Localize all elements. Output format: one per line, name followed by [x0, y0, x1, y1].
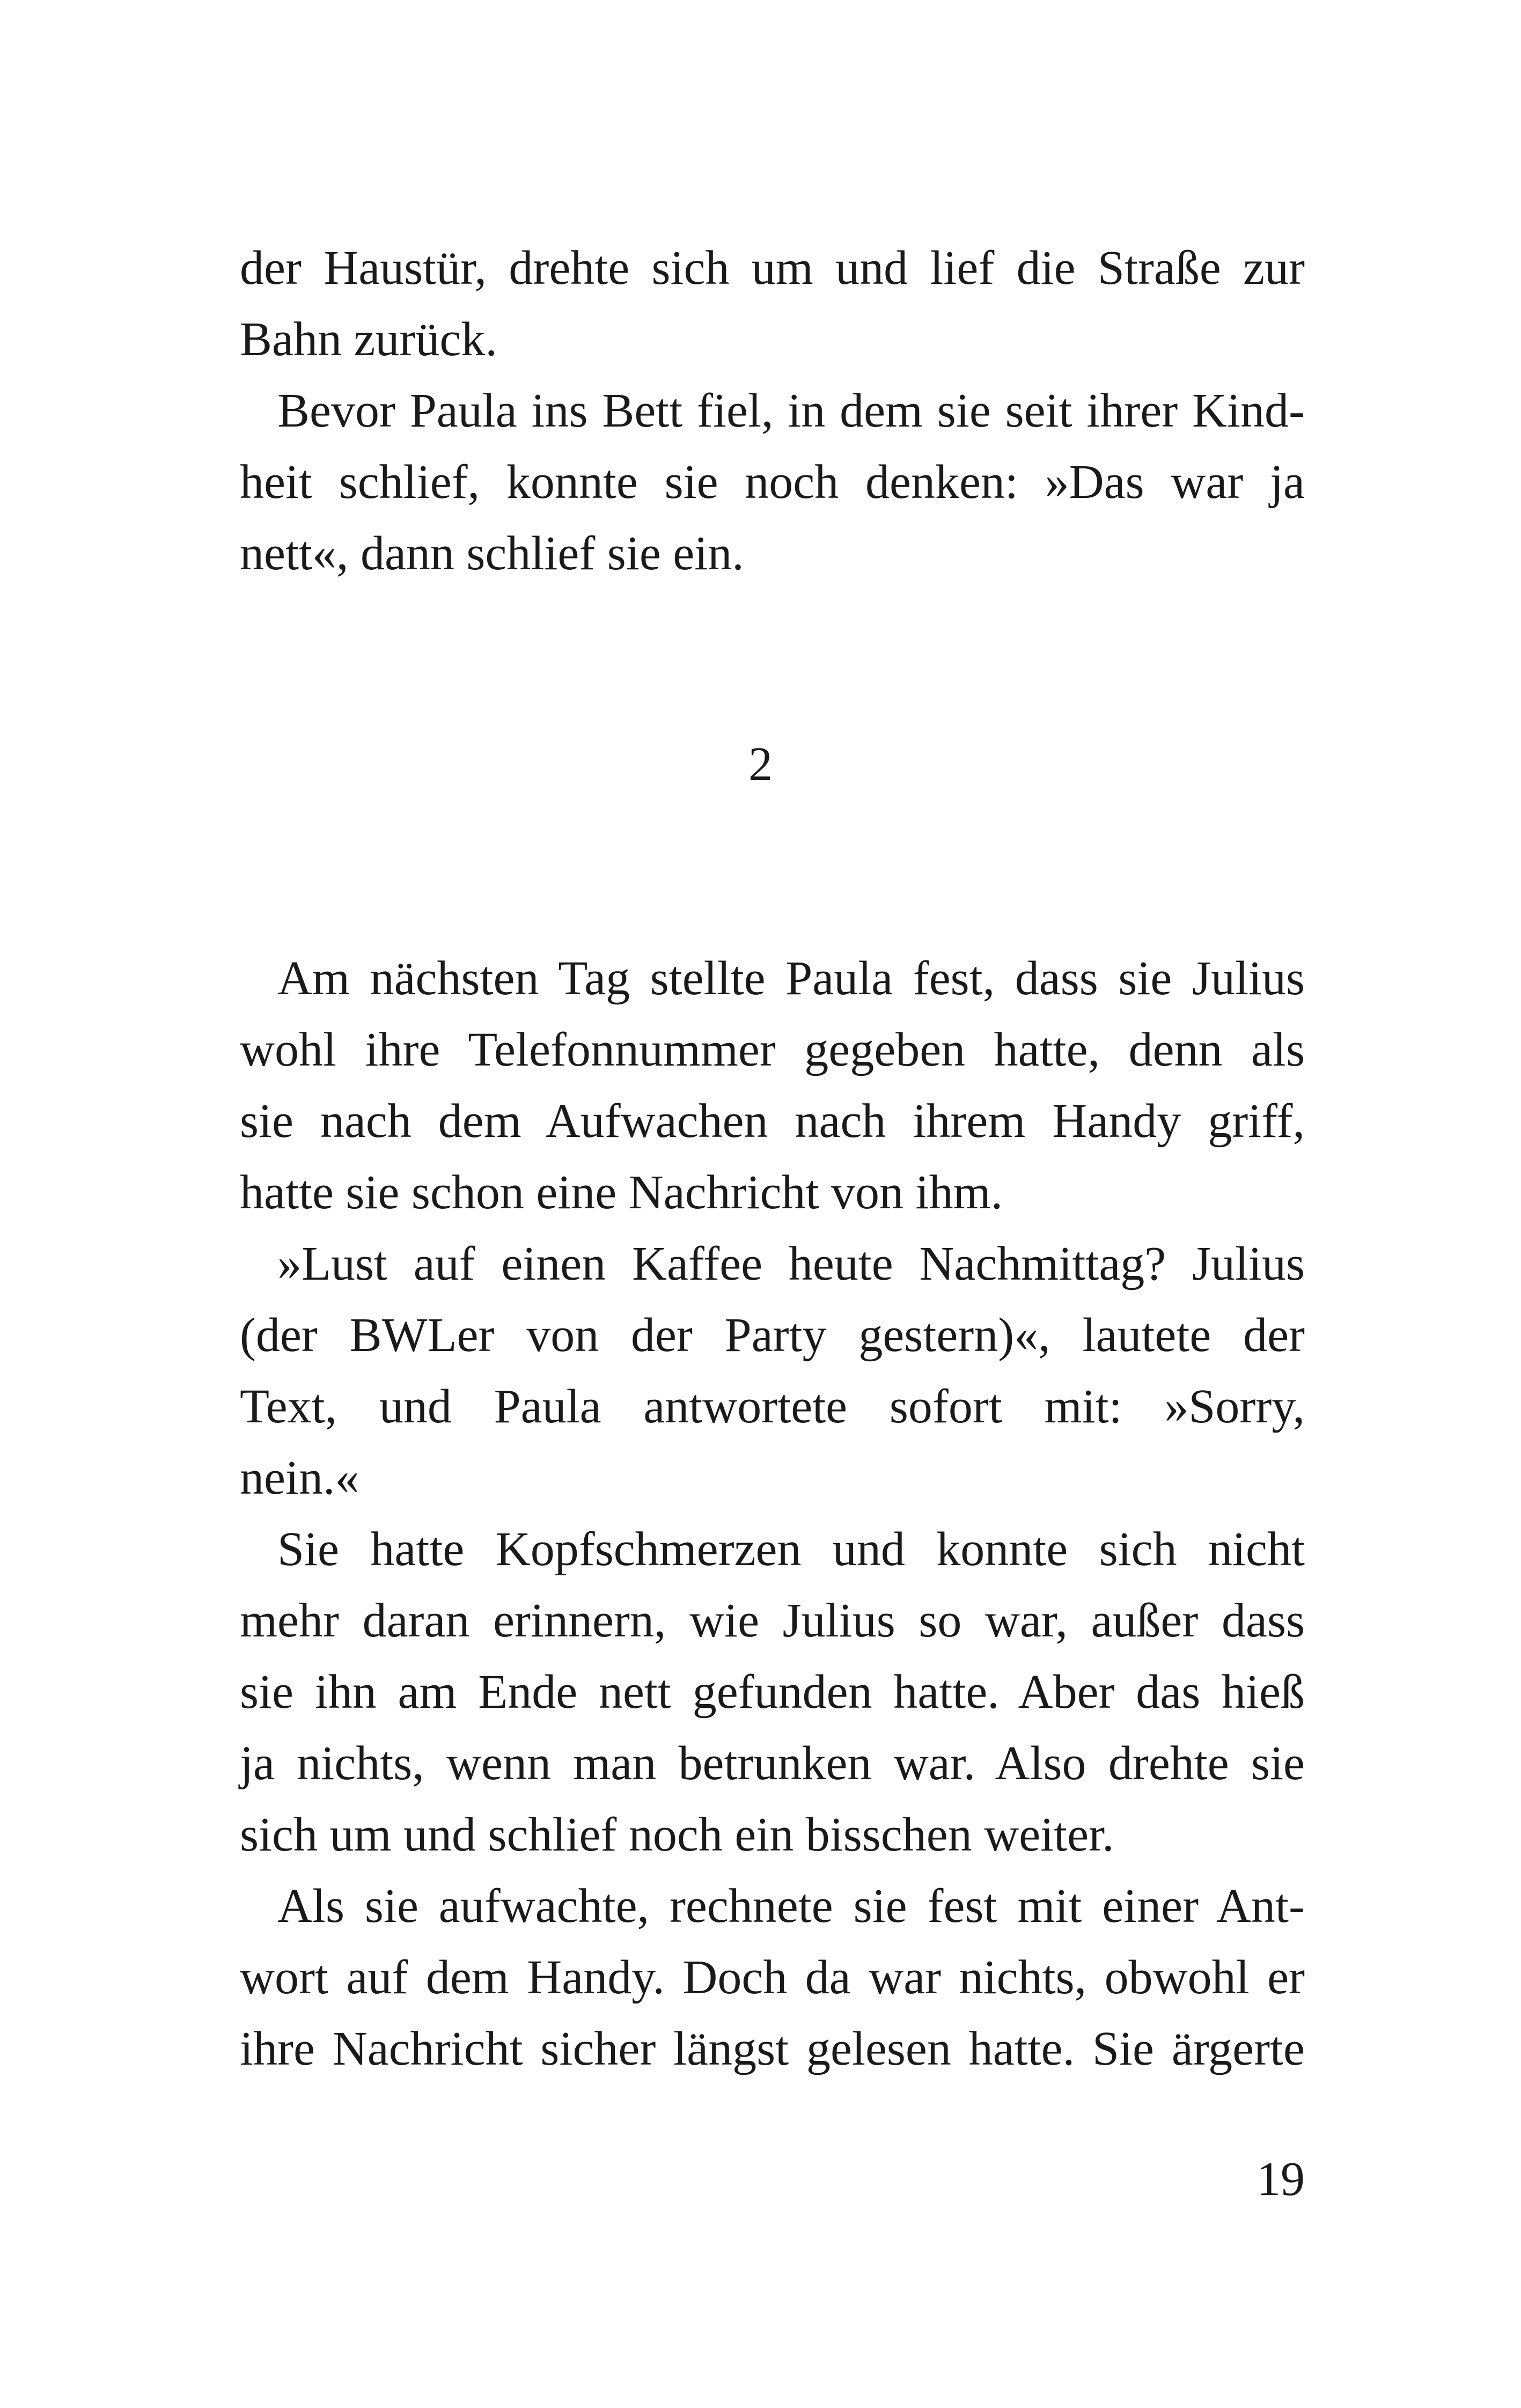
page-number: 19 [1257, 2153, 1305, 2206]
text-line: Bahn zurück. [240, 313, 497, 366]
text-line: wort auf dem Handy. Doch da war nichts, obwohl er [240, 1951, 1305, 2004]
text-line: ja nichts, wenn man betrunken war. Also drehte sie [240, 1737, 1305, 1790]
text-line: der Haustür, drehte sich um und lief die Straße zur [240, 241, 1305, 295]
text-line: Text, und Paula antwortete sofort mit: »Sorry, [240, 1380, 1305, 1433]
text-line: sie nach dem Aufwachen nach ihrem Handy griff, [240, 1095, 1305, 1148]
text-block-top [240, 232, 1305, 589]
text-line: sich um und schlief noch ein bisschen weiter. [240, 1808, 1114, 1861]
text-line: »Lust auf einen Kaffee heute Nachmittag? Julius [277, 1237, 1305, 1290]
text-line: ihre Nachricht sicher längst gelesen hatte. Sie ärgerte [240, 2022, 1305, 2075]
text-line: (der BWLer von der Party gestern)«, lautete der [240, 1309, 1305, 1362]
text-line: heit schlief, konnte sie noch denken: »Das war ja [240, 456, 1305, 509]
text-line: nett«, dann schlief sie ein. [240, 527, 744, 580]
text-line: wohl ihre Telefonnummer gegeben hatte, denn als [240, 1023, 1305, 1076]
text-line: Am nächsten Tag stellte Paula fest, dass sie Julius [277, 952, 1305, 1005]
chapter-number: 2 [748, 738, 773, 791]
text-line: Sie hatte Kopfschmerzen und konnte sich nicht [277, 1523, 1305, 1576]
text-line: sie ihn am Ende nett gefunden hatte. Aber das hieß [240, 1665, 1305, 1719]
text-line: Bevor Paula ins Bett fiel, in dem sie seit ihrer Kind- [277, 384, 1305, 437]
text-line: nein.« [240, 1451, 359, 1504]
text-line: mehr daran erinnern, wie Julius so war, außer dass [240, 1594, 1305, 1647]
text-line: hatte sie schon eine Nachricht von ihm. [240, 1166, 1003, 1219]
text-line: Als sie aufwachte, rechnete sie fest mit einer Ant- [277, 1880, 1305, 1933]
text-block-main [240, 943, 1305, 2084]
